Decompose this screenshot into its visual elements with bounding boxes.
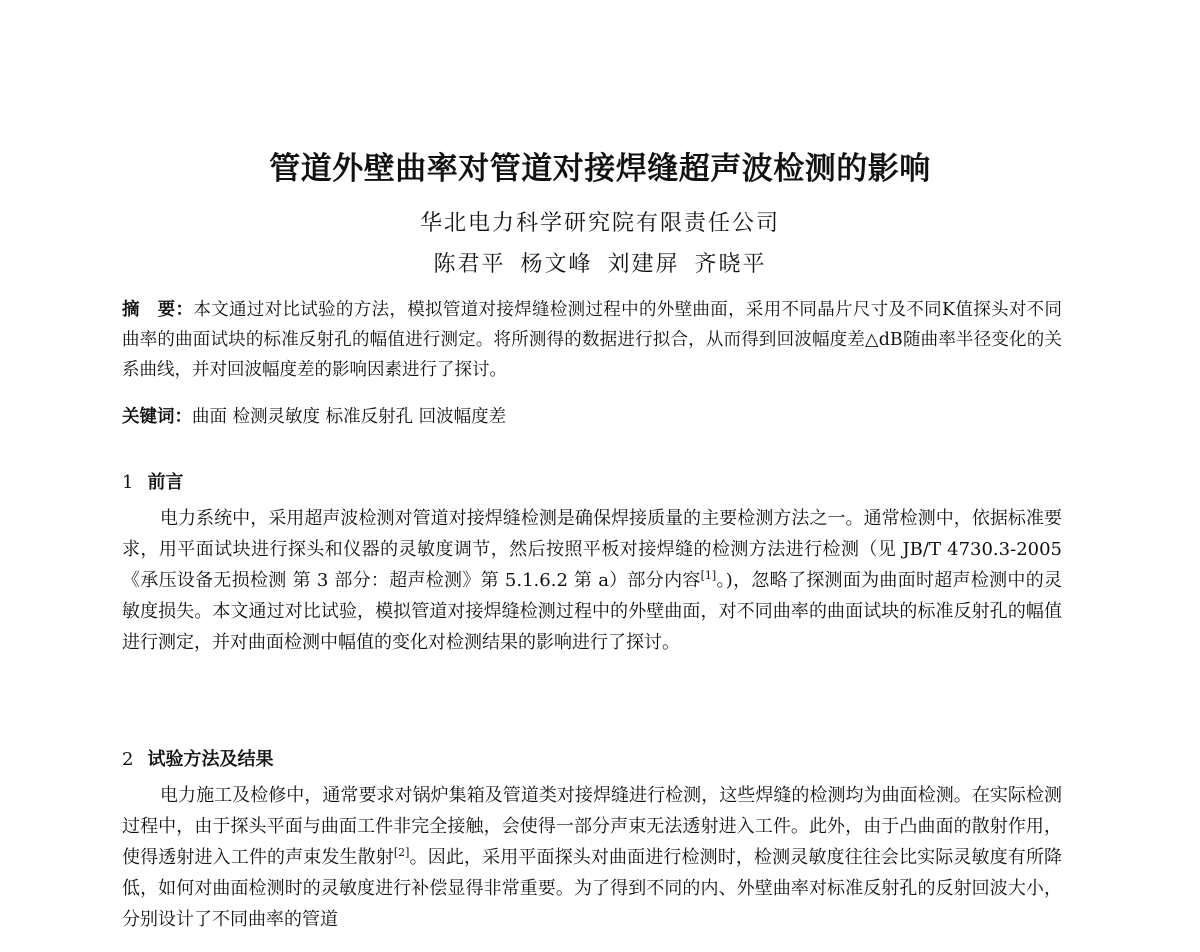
section-title: 试验方法及结果 — [147, 749, 274, 770]
section-heading-1 — [122, 468, 183, 494]
abstract-label: 摘 要： — [122, 300, 194, 320]
abstract-text: 本文通过对比试验的方法，模拟管道对接焊缝检测过程中的外壁曲面，采用不同晶片尺寸及不同K值探头对不同曲率的曲面试块的标准反射孔的幅值进行测定。将所测得的数据进行拟合，从而得到回波幅度差△dB随曲率半径变化的关系曲线，并对回波幅度差的影响因素进行了探讨。 — [122, 300, 1063, 380]
author-name: 杨文峰 — [520, 252, 593, 277]
section-number: 2 — [122, 749, 134, 770]
section-heading-2 — [122, 745, 273, 771]
keywords-label: 关键词： — [122, 407, 192, 427]
author-list — [0, 247, 1200, 278]
paragraph-text: 。因此，采用平面探头对曲面进行检测时，检测灵敏度往往会比实际灵敏度有所降低，如何对曲面检测时的灵敏度进行补偿显得非常重要。为了得到不同的内、外壁曲率对标准反射孔的反射回波大小，分别设计了不同曲率的管道 — [122, 847, 1063, 930]
author-name: 陈君平 — [433, 252, 506, 277]
paragraph-text: 电力施工及检修中，通常要求对锅炉集箱及管道类对接焊缝进行检测，这些焊缝的检测均为曲面检测。在实际检测过程中，由于探头平面与曲面工件非完全接触，会使得一部分声束无法透射进入工件。此外，由于凸曲面的散射作用，使得透射进入工件的声束发生散射 — [122, 785, 1062, 868]
keywords-text: 曲面 检测灵敏度 标准反射孔 回波幅度差 — [192, 407, 507, 427]
section-title: 前言 — [147, 472, 184, 493]
section-1-paragraph — [122, 503, 1062, 658]
section-number: 1 — [122, 472, 134, 493]
paragraph-text: 电力系统中，采用超声波检测对管道对接焊缝检测是确保焊接质量的主要检测方法之一。通常检测中，依据标准要求，用平面试块进行探头和仪器的灵敏度调节，然后按照平板对接焊缝的检测方法进行检测（见 JB/T 4730.3-2005《承压设备无损检测 第 3 部分：超声检测》第 5.1.6.2 第 a）部分内容 — [122, 508, 1062, 591]
paragraph-text: 。)，忽略了探测面为曲面时超声检测中的灵敏度损失。本文通过对比试验，模拟管道对接焊缝检测过程中的外壁曲面，对不同曲率的曲面试块的标准反射孔的幅值进行测定，并对曲面检测中幅值的变化对检测结果的影响进行了探讨。 — [122, 570, 1062, 653]
paper-title: 管道外壁曲率对管道对接焊缝超声波检测的影响 — [269, 151, 931, 187]
abstract — [122, 295, 1062, 385]
citation-ref: [1] — [700, 569, 717, 582]
keywords — [122, 402, 506, 432]
affiliation: 华北电力科学研究院有限责任公司 — [419, 211, 780, 236]
author-name: 刘建屏 — [607, 252, 680, 277]
citation-ref: [2] — [393, 846, 410, 859]
author-name: 齐晓平 — [694, 252, 767, 277]
section-2-paragraph — [122, 780, 1062, 935]
